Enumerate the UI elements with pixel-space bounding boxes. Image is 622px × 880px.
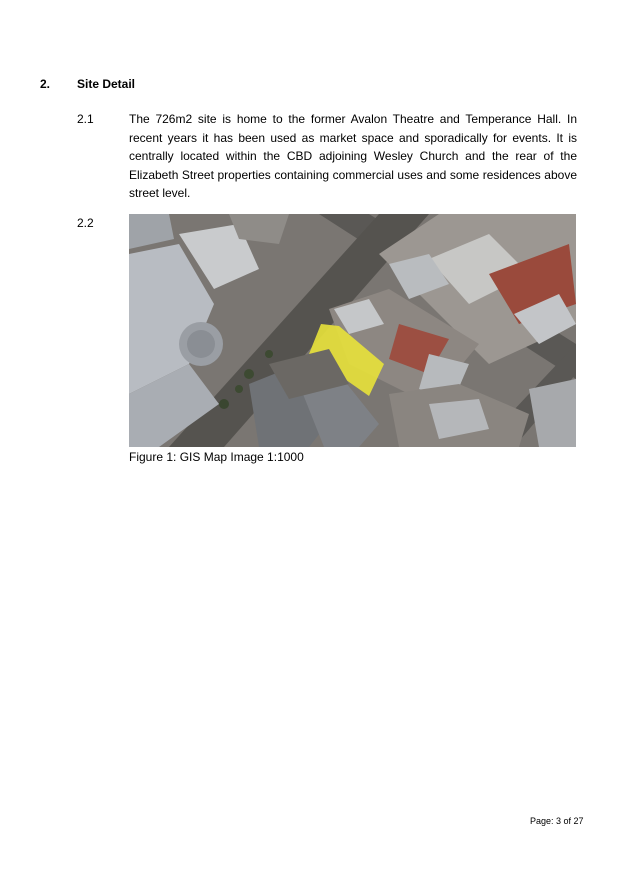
- paragraph-number-2-2: 2.2: [77, 216, 94, 230]
- gis-aerial-map: [129, 214, 576, 447]
- aerial-map-image: [129, 214, 576, 447]
- section-number: 2.: [40, 77, 51, 91]
- paragraph-number-2-1: 2.1: [77, 112, 94, 126]
- paragraph-text-2-1: The 726m2 site is home to the former Avalon Theatre and Temperance Hall. In recent years it has been used as market space and sporadically for events. It is centrally located within the CBD adjoining Wesley Church and the rear of the Elizabeth Street properties containing commercial uses and some residences above street level.: [129, 112, 577, 200]
- section-title: Site Detail: [77, 77, 136, 91]
- figure-caption: Figure 1: GIS Map Image 1:1000: [129, 450, 304, 464]
- page-number: Page: 3 of 27: [530, 816, 584, 826]
